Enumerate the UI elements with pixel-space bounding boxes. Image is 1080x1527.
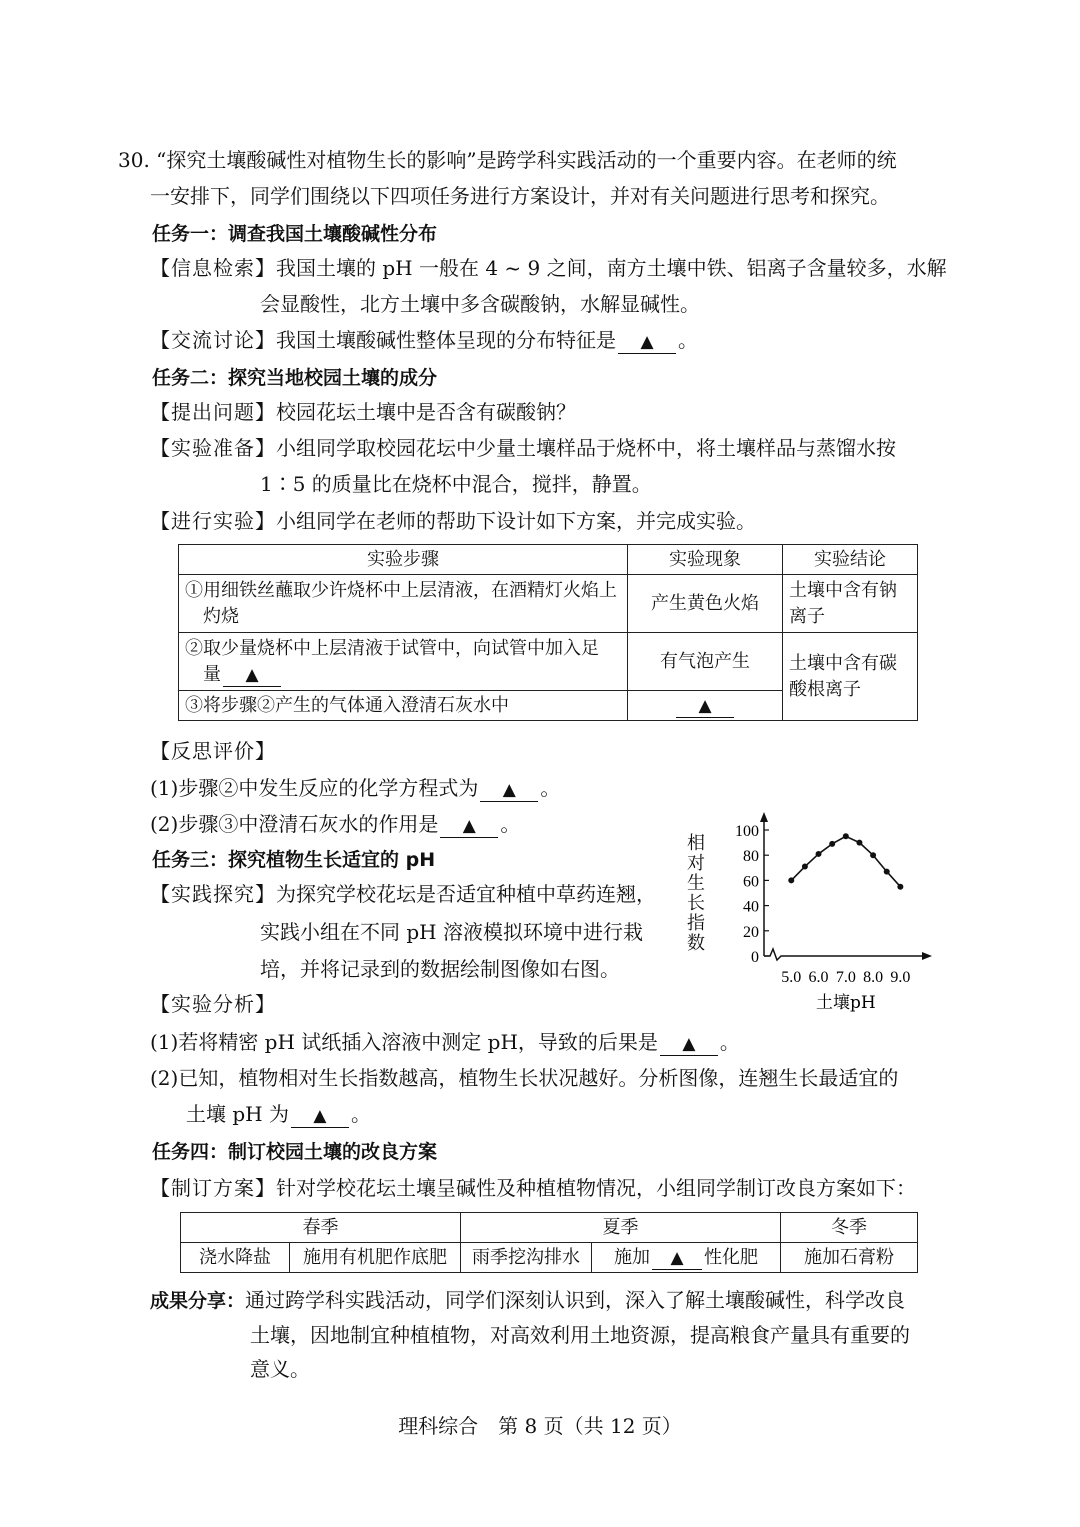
prep-line1 [150, 434, 896, 462]
x-tick-label: 8.0 [863, 969, 884, 986]
result-line2: 土壤，因地制宜种植植物，对高效利用土地资源，提高粮食产量具有重要的 [250, 1323, 910, 1347]
season-summer: 夏季 [461, 1213, 781, 1243]
result-text-1: 通过跨学科实践活动，同学们深刻认识到，深入了解土壤酸碱性，科学改良 [245, 1288, 906, 1312]
period: 。 [678, 328, 698, 352]
analysis-tag-line [150, 990, 276, 1018]
data-point [897, 884, 903, 890]
data-point [829, 841, 835, 847]
header-step: 实验步骤 [179, 545, 628, 575]
analysis-1 [150, 1028, 740, 1056]
plan-tag: 【制订方案】 [150, 1176, 276, 1200]
step-1-text-b: 灼烧 [203, 605, 239, 627]
table-row [179, 575, 918, 633]
period: 。 [540, 776, 561, 800]
conclusion-1-a: 土壤中含有钠 [789, 579, 897, 601]
step-2-text-b: 量 [203, 663, 221, 685]
practice-line2: 实践小组在不同 pH 溶液模拟环境中进行栽 [260, 920, 643, 944]
answer-blank[interactable] [223, 664, 281, 687]
table-row [181, 1243, 918, 1273]
measure-3: 雨季挖沟排水 [461, 1243, 592, 1273]
experiment-tag: 【进行实验】 [150, 509, 276, 533]
chart-x-label: 土壤pH [815, 993, 876, 1013]
step-1-text-a: ①用细铁丝蘸取少许烧杯中上层清液，在酒精灯火焰上 [185, 579, 617, 601]
phenomenon-3 [628, 691, 783, 721]
question-intro-line1: 30. “探究土壤酸碱性对植物生长的影响”是跨学科实践活动的一个重要内容。在老师的统 [118, 148, 897, 172]
ask-question-line [150, 398, 576, 426]
answer-blank[interactable] [618, 329, 676, 354]
conclusion-2-b: 酸根离子 [789, 678, 861, 700]
answer-blank[interactable] [480, 777, 538, 802]
triangle-marker: ▲ [502, 780, 516, 800]
practice-line1 [150, 880, 656, 908]
answer-blank[interactable] [440, 813, 498, 838]
series-line [791, 836, 900, 886]
growth-chart [680, 790, 940, 1030]
y-tick-label: 20 [743, 923, 759, 941]
season-winter: 冬季 [781, 1213, 918, 1243]
triangle-marker: ▲ [682, 1034, 696, 1054]
y-axis-arrow [760, 812, 768, 822]
task2-heading: 任务二：探究当地校园土壤的成分 [152, 367, 438, 389]
prep-line2: 1∶5 的质量比在烧杯中混合，搅拌，静置。 [260, 472, 652, 496]
reflection-1-text: (1)步骤②中发生反应的化学方程式为 [150, 776, 479, 800]
reflection-tag-line [150, 737, 276, 765]
triangle-marker: ▲ [245, 664, 259, 685]
conclusion-1-b: 离子 [789, 605, 825, 627]
y-tick-label: 100 [735, 823, 759, 840]
result-line1 [150, 1286, 905, 1315]
header-conclusion: 实验结论 [783, 545, 918, 575]
measure-4 [592, 1243, 781, 1273]
prep-tag: 【实验准备】 [150, 436, 276, 460]
improvement-table [180, 1212, 918, 1273]
x-axis-arrow [922, 952, 932, 960]
practice-line3: 培，并将记录到的数据绘制图像如右图。 [260, 957, 620, 981]
y-tick-label: 60 [743, 873, 759, 891]
reflection-tag: 【反思评价】 [150, 739, 276, 763]
analysis-1-text: (1)若将精密 pH 试纸插入溶液中测定 pH，导致的后果是 [150, 1030, 658, 1054]
page-footer: 理科综合 第 8 页（共 12 页） [398, 1414, 682, 1438]
result-tag: 成果分享： [150, 1290, 246, 1312]
prep-text-1: 小组同学取校园花坛中少量土壤样品于烧杯中，将土壤样品与蒸馏水按 [276, 436, 896, 460]
triangle-marker: ▲ [640, 332, 654, 352]
chart-y-label: 相对生长指数 [687, 833, 705, 954]
measure-4-b: 性化肥 [704, 1246, 758, 1268]
period: 。 [500, 812, 521, 836]
triangle-marker: ▲ [462, 816, 476, 836]
plan-line [150, 1174, 916, 1202]
period: 。 [719, 1030, 740, 1054]
analysis-3-text: 土壤 pH 为 [186, 1102, 289, 1126]
experiment-text: 小组同学在老师的帮助下设计如下方案，并完成实验。 [276, 509, 756, 533]
analysis-2: (2)已知，植物相对生长指数越高，植物生长状况越好。分析图像，连翘生长最适宜的 [150, 1066, 899, 1090]
conclusion-1 [783, 575, 918, 633]
reflection-1 [150, 774, 560, 802]
data-point [884, 869, 890, 875]
discussion-line [150, 326, 698, 354]
plan-text: 针对学校花坛土壤呈碱性及种植植物情况，小组同学制订改良方案如下： [276, 1176, 916, 1200]
info-search-line1 [150, 254, 947, 282]
triangle-marker: ▲ [670, 1247, 684, 1268]
conclusion-2-a: 土壤中含有碳 [789, 652, 897, 674]
info-tag: 【信息检索】 [150, 256, 276, 280]
answer-blank[interactable] [660, 1031, 718, 1056]
measure-5: 施加石膏粉 [781, 1243, 918, 1273]
experiment-line [150, 507, 756, 535]
reflection-2 [150, 810, 520, 838]
info-text-1: 我国土壤的 pH 一般在 4 ~ 9 之间，南方土壤中铁、铝离子含量较多，水解 [276, 256, 947, 280]
x-tick-label: 9.0 [890, 969, 911, 986]
data-point [843, 833, 849, 839]
season-spring: 春季 [181, 1213, 461, 1243]
phenomenon-2: 有气泡产生 [628, 633, 783, 691]
x-axis-with-break [764, 949, 928, 960]
discussion-tag: 【交流讨论】 [150, 328, 276, 352]
y-tick-label: 80 [743, 848, 759, 866]
y-tick-label: 0 [751, 949, 759, 966]
chart-plot [680, 790, 940, 1030]
ask-text: 校园花坛土壤中是否含有碳酸钠？ [276, 400, 576, 424]
conclusion-2 [783, 633, 918, 721]
phenomenon-1: 产生黄色火焰 [628, 575, 783, 633]
x-tick-label: 7.0 [835, 969, 856, 986]
answer-blank[interactable] [291, 1103, 349, 1128]
step-1-cell [179, 575, 628, 633]
period: 。 [350, 1102, 371, 1126]
result-line3: 意义。 [250, 1357, 310, 1381]
question-intro-line2: 一安排下，同学们围绕以下四项任务进行方案设计，并对有关问题进行思考和探究。 [150, 184, 890, 208]
reflection-2-text: (2)步骤③中澄清石灰水的作用是 [150, 812, 439, 836]
data-point [856, 840, 862, 846]
table-header-row [179, 545, 918, 575]
analysis-tag: 【实验分析】 [150, 992, 276, 1016]
step-2-text-a: ②取少量烧杯中上层清液于试管中，向试管中加入足 [185, 637, 599, 659]
task3-heading: 任务三：探究植物生长适宜的 pH [152, 849, 436, 871]
header-phenomenon: 实验现象 [628, 545, 783, 575]
task4-heading: 任务四：制订校园土壤的改良方案 [152, 1141, 438, 1163]
data-point [802, 864, 808, 870]
ask-tag: 【提出问题】 [150, 400, 276, 424]
practice-tag: 【实践探究】 [150, 882, 276, 906]
measure-2: 施用有机肥作底肥 [290, 1243, 461, 1273]
step-2-cell [179, 633, 628, 691]
answer-blank[interactable] [652, 1247, 702, 1270]
task1-heading: 任务一：调查我国土壤酸碱性分布 [152, 223, 438, 245]
data-point [788, 877, 794, 883]
info-search-line2: 会显酸性，北方土壤中多含碳酸钠，水解显碱性。 [260, 292, 700, 316]
measure-4-a: 施加 [614, 1246, 650, 1268]
experiment-table [178, 544, 918, 721]
season-header-row [181, 1213, 918, 1243]
y-tick-label: 40 [743, 898, 759, 916]
answer-blank[interactable] [676, 695, 734, 718]
x-tick-label: 5.0 [781, 969, 802, 986]
step-3-cell: ③将步骤②产生的气体通入澄清石灰水中 [179, 691, 628, 721]
triangle-marker: ▲ [698, 695, 712, 716]
x-tick-label: 6.0 [808, 969, 829, 986]
triangle-marker: ▲ [313, 1106, 327, 1126]
table-row [179, 633, 918, 691]
data-point [816, 851, 822, 857]
practice-text-1: 为探究学校花坛是否适宜种植中草药连翘， [276, 882, 656, 906]
analysis-3 [186, 1100, 371, 1128]
measure-1: 浇水降盐 [181, 1243, 290, 1273]
discussion-text: 我国土壤酸碱性整体呈现的分布特征是 [276, 328, 616, 352]
data-point [870, 852, 876, 858]
